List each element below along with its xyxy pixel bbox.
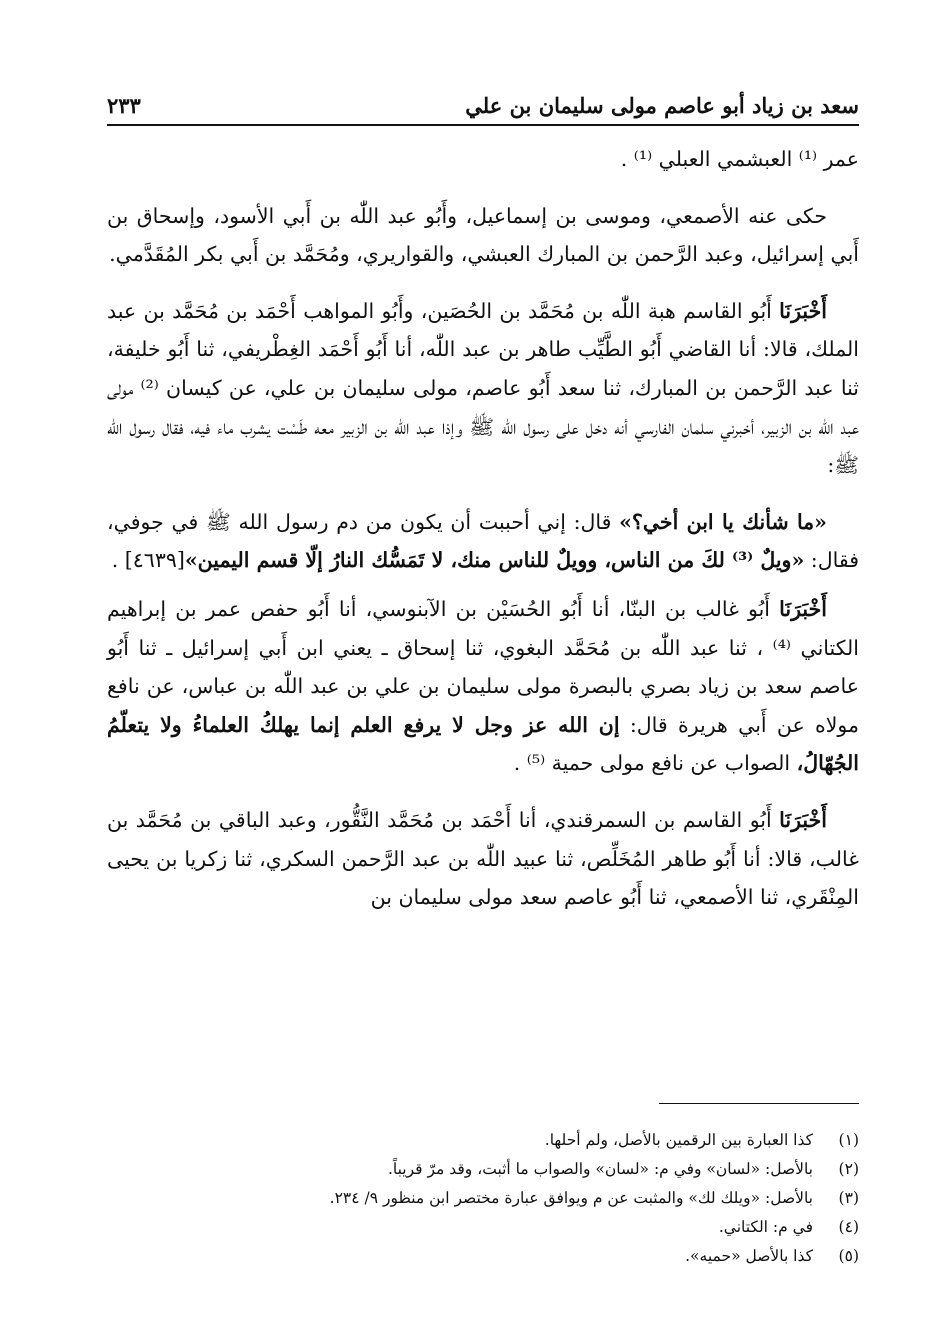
paragraph-2: حكى عنه الأصمعي، وموسى بن إسماعيل، وأَبُو عبد اللّٰه بن أَبي الأسود، وإسحاق بن أَبي إسرائيل، وعبد الرَّحمن بن المبارك العبشي، والقواريري، ومُحَمَّد بن أَبي بكر المُقَدَّمي. <box>107 203 859 267</box>
paragraph-3 <box>107 292 859 485</box>
akhbarana-lead: أَخْبَرَنَا <box>779 298 827 323</box>
footnote-item <box>107 1242 859 1271</box>
paragraph-6-text: أَبُو القاسم بن السمرقندي، أنا أَحْمَد بن مُحَمَّد النَّقُّور، وعبد الباقي بن مُحَمَّد بن غالب، قالا: أنا أَبُو طاهر المُخَلِّص، ثنا عبيد اللّٰه بن عبد الرَّحمن السكري، ثنا زكريا بن يحيى المِنْقَري، ثنا الأصمعي، ثنا أَبُو عاصم سعد مولى سليمان بن <box>107 807 859 910</box>
footnote-text: بالأصل: «لسان» وفي م: «لسان» والصواب ما أثبت، وقد مرّ قريباً. <box>387 1160 813 1178</box>
hadith-number: [٤٦٣٩] . <box>111 548 185 573</box>
header-title: سعد بن زياد أبو عاصم مولى سليمان بن علي <box>465 93 859 118</box>
paragraph-3-text: أَبُو القاسم هبة اللّٰه بن مُحَمَّد بن الحُصَين، وأَبُو المواهب أَحْمَد بن مُحَمَّد بن عبد الملك، قالا: أنا القاضي أَبُو الطَّيِّب طاهر بن عبد اللّٰه، أنا أَبُو أَحْمَد الغِطْريفي، ثنا أَبُو خليفة، ثنا عبد الرَّحمن بن المبارك، ثنا سعد أَبُو عاصم، مولى سليمان بن علي، عن كيسان ⁽²⁾ مولى عبد اللّٰه بن الزبير، أخبرني سلمان الفارسي أنه دخل على رسول الله ﷺ وإذا عبد اللّٰه بن الزبير معه طَسْت يشرب ماء فيه، فقال رسول الله ﷺ: <box>107 298 859 478</box>
footnote-text: كذا العبارة بين الرقمين بالأصل، ولم أحلها. <box>544 1131 813 1149</box>
running-header <box>107 78 859 126</box>
footnote-item <box>107 1155 859 1184</box>
akhbarana-lead: أَخْبَرَنَا <box>779 807 827 832</box>
footnote-number: (١) <box>838 1131 859 1149</box>
paragraph-5-end: الصواب عن نافع مولى حمية ⁽⁵⁾ . <box>513 751 797 776</box>
paragraph-4 <box>107 503 859 580</box>
footnote-number: (٣) <box>838 1189 859 1207</box>
hadith-quote: «ويلٌ ⁽³⁾ لكَ من الناس، وويلٌ للناس منك، لا تَمَسُّك النارُ إلّا قسم اليمين» <box>184 548 805 573</box>
footnote-text: كذا بالأصل «حميه». <box>685 1247 813 1265</box>
hadith-question: «ما شأنك يا ابن أخي؟» <box>619 509 827 534</box>
footnote-number: (٥) <box>838 1247 859 1265</box>
hadith-quote-2: إن الله عز وجل لا يرفع العلم إنما يهلكُ العلماءُ ولا يتعلّمُ الجُهّالُ، <box>107 712 859 776</box>
footnote-text: بالأصل: «ويلك لك» والمثبت عن م ويوافق عبارة مختصر ابن منظور ٩/ ٢٣٤. <box>329 1189 813 1207</box>
akhbarana-lead: أَخْبَرَنَا <box>779 596 827 621</box>
paragraph-5-text: أَبُو غالب بن البنّا، أنا أَبُو الحُسَيْن بن الآبنوسي، أنا أَبُو حفص عمر بن إبراهيم الكتاني ⁽⁴⁾ ، ثنا عبد اللّٰه بن مُحَمَّد البغوي، ثنا إسحاق ـ يعني ابن أَبي إسرائيل ـ ثنا أَبُو عاصم سعد بن زياد بصري بالبصرة مولى سليمان بن علي بن عبد اللّٰه بن عباس، عن نافع مولاه عن أَبي هريرة قال: <box>107 596 860 737</box>
footnote-number: (٤) <box>838 1218 859 1236</box>
paragraph-5 <box>107 590 859 783</box>
main-text <box>107 140 859 935</box>
footnote-text: في م: الكتاني. <box>718 1218 813 1236</box>
paragraph-4-text: قال: إني أحببت أن يكون من دم رسول الله ﷺ في جوفي، فقال: <box>107 509 859 573</box>
paragraph-1: عمر ⁽¹⁾ العبشمي العبلي ⁽¹⁾ . <box>620 147 859 171</box>
footnotes <box>107 1126 859 1271</box>
footnote-separator <box>659 1103 859 1104</box>
footnote-number: (٢) <box>838 1160 859 1178</box>
paragraph-6 <box>107 801 859 917</box>
page-number: ٢٣٣ <box>107 93 141 118</box>
footnote-item <box>107 1126 859 1155</box>
footnote-item <box>107 1213 859 1242</box>
footnote-item <box>107 1184 859 1213</box>
